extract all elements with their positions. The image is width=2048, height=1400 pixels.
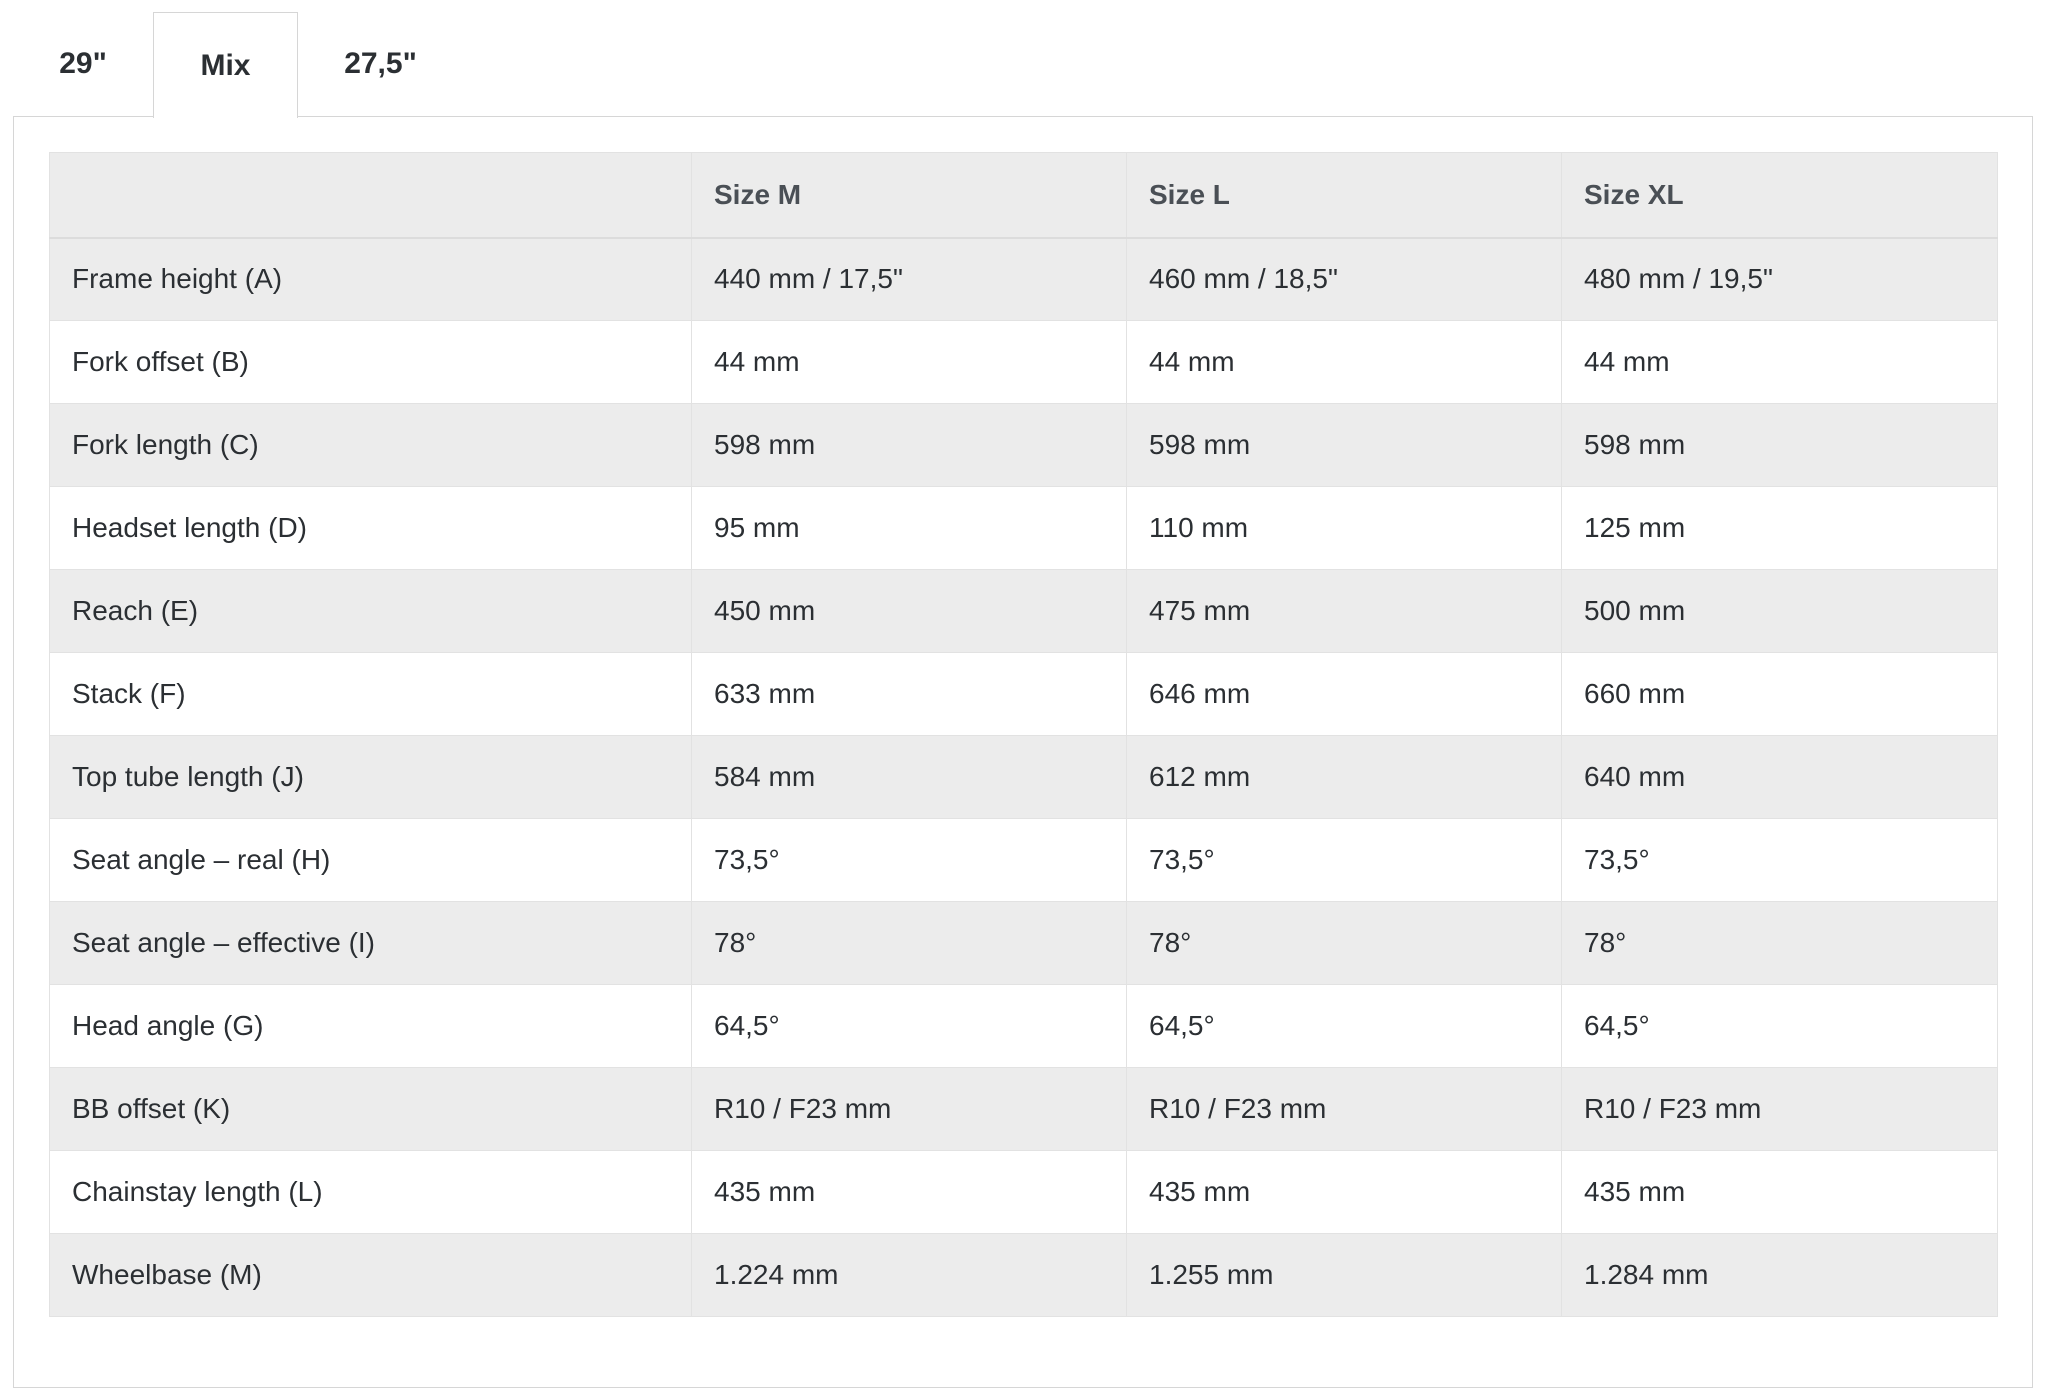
row-label: Stack (F) (50, 653, 692, 736)
cell-size-m: 44 mm (692, 321, 1127, 404)
tab-27-5[interactable]: 27,5" (344, 47, 417, 80)
cell-size-l: 646 mm (1127, 653, 1562, 736)
cell-size-m: 73,5° (692, 819, 1127, 902)
row-label: Wheelbase (M) (50, 1234, 692, 1317)
tab-panel (13, 116, 2033, 1388)
table-row (50, 321, 1998, 404)
row-label: Frame height (A) (50, 238, 692, 321)
tab-mix[interactable]: Mix (153, 12, 298, 118)
cell-size-l: 475 mm (1127, 570, 1562, 653)
table-row (50, 570, 1998, 653)
row-label: Headset length (D) (50, 487, 692, 570)
table-header-row (50, 153, 1998, 238)
cell-size-m: 598 mm (692, 404, 1127, 487)
row-label: BB offset (K) (50, 1068, 692, 1151)
row-label: Fork length (C) (50, 404, 692, 487)
cell-size-xl: R10 / F23 mm (1562, 1068, 1998, 1151)
row-label: Reach (E) (50, 570, 692, 653)
table-row (50, 1151, 1998, 1234)
row-label: Fork offset (B) (50, 321, 692, 404)
cell-size-m: 633 mm (692, 653, 1127, 736)
cell-size-l: R10 / F23 mm (1127, 1068, 1562, 1151)
cell-size-l: 1.255 mm (1127, 1234, 1562, 1317)
row-label: Chainstay length (L) (50, 1151, 692, 1234)
tab-29[interactable]: 29" (59, 47, 107, 80)
row-label: Head angle (G) (50, 985, 692, 1068)
geometry-table (49, 152, 1998, 1317)
header-size-m: Size M (692, 153, 1127, 238)
header-size-l: Size L (1127, 153, 1562, 238)
cell-size-l: 64,5° (1127, 985, 1562, 1068)
cell-size-l: 460 mm / 18,5" (1127, 238, 1562, 321)
row-label: Seat angle – effective (I) (50, 902, 692, 985)
cell-size-xl: 500 mm (1562, 570, 1998, 653)
cell-size-m: 440 mm / 17,5" (692, 238, 1127, 321)
cell-size-xl: 64,5° (1562, 985, 1998, 1068)
table-row (50, 1068, 1998, 1151)
header-size-xl: Size XL (1562, 153, 1998, 238)
cell-size-xl: 435 mm (1562, 1151, 1998, 1234)
cell-size-m: 78° (692, 902, 1127, 985)
cell-size-xl: 125 mm (1562, 487, 1998, 570)
table-row (50, 902, 1998, 985)
cell-size-l: 73,5° (1127, 819, 1562, 902)
table-row (50, 404, 1998, 487)
row-label: Seat angle – real (H) (50, 819, 692, 902)
row-label: Top tube length (J) (50, 736, 692, 819)
cell-size-xl: 640 mm (1562, 736, 1998, 819)
cell-size-m: 1.224 mm (692, 1234, 1127, 1317)
table-row (50, 985, 1998, 1068)
table-row (50, 238, 1998, 321)
table-row (50, 653, 1998, 736)
cell-size-m: 450 mm (692, 570, 1127, 653)
header-empty-cell (50, 153, 692, 238)
cell-size-xl: 44 mm (1562, 321, 1998, 404)
cell-size-m: 584 mm (692, 736, 1127, 819)
cell-size-l: 598 mm (1127, 404, 1562, 487)
cell-size-l: 78° (1127, 902, 1562, 985)
cell-size-xl: 480 mm / 19,5" (1562, 238, 1998, 321)
cell-size-xl: 73,5° (1562, 819, 1998, 902)
table-row (50, 487, 1998, 570)
cell-size-xl: 1.284 mm (1562, 1234, 1998, 1317)
cell-size-l: 435 mm (1127, 1151, 1562, 1234)
cell-size-xl: 660 mm (1562, 653, 1998, 736)
cell-size-l: 612 mm (1127, 736, 1562, 819)
cell-size-l: 44 mm (1127, 321, 1562, 404)
table-row (50, 1234, 1998, 1317)
cell-size-l: 110 mm (1127, 487, 1562, 570)
cell-size-m: 435 mm (692, 1151, 1127, 1234)
table-row (50, 819, 1998, 902)
cell-size-m: 95 mm (692, 487, 1127, 570)
cell-size-xl: 598 mm (1562, 404, 1998, 487)
cell-size-xl: 78° (1562, 902, 1998, 985)
cell-size-m: 64,5° (692, 985, 1127, 1068)
cell-size-m: R10 / F23 mm (692, 1068, 1127, 1151)
table-row (50, 736, 1998, 819)
size-tab-bar (13, 12, 463, 116)
